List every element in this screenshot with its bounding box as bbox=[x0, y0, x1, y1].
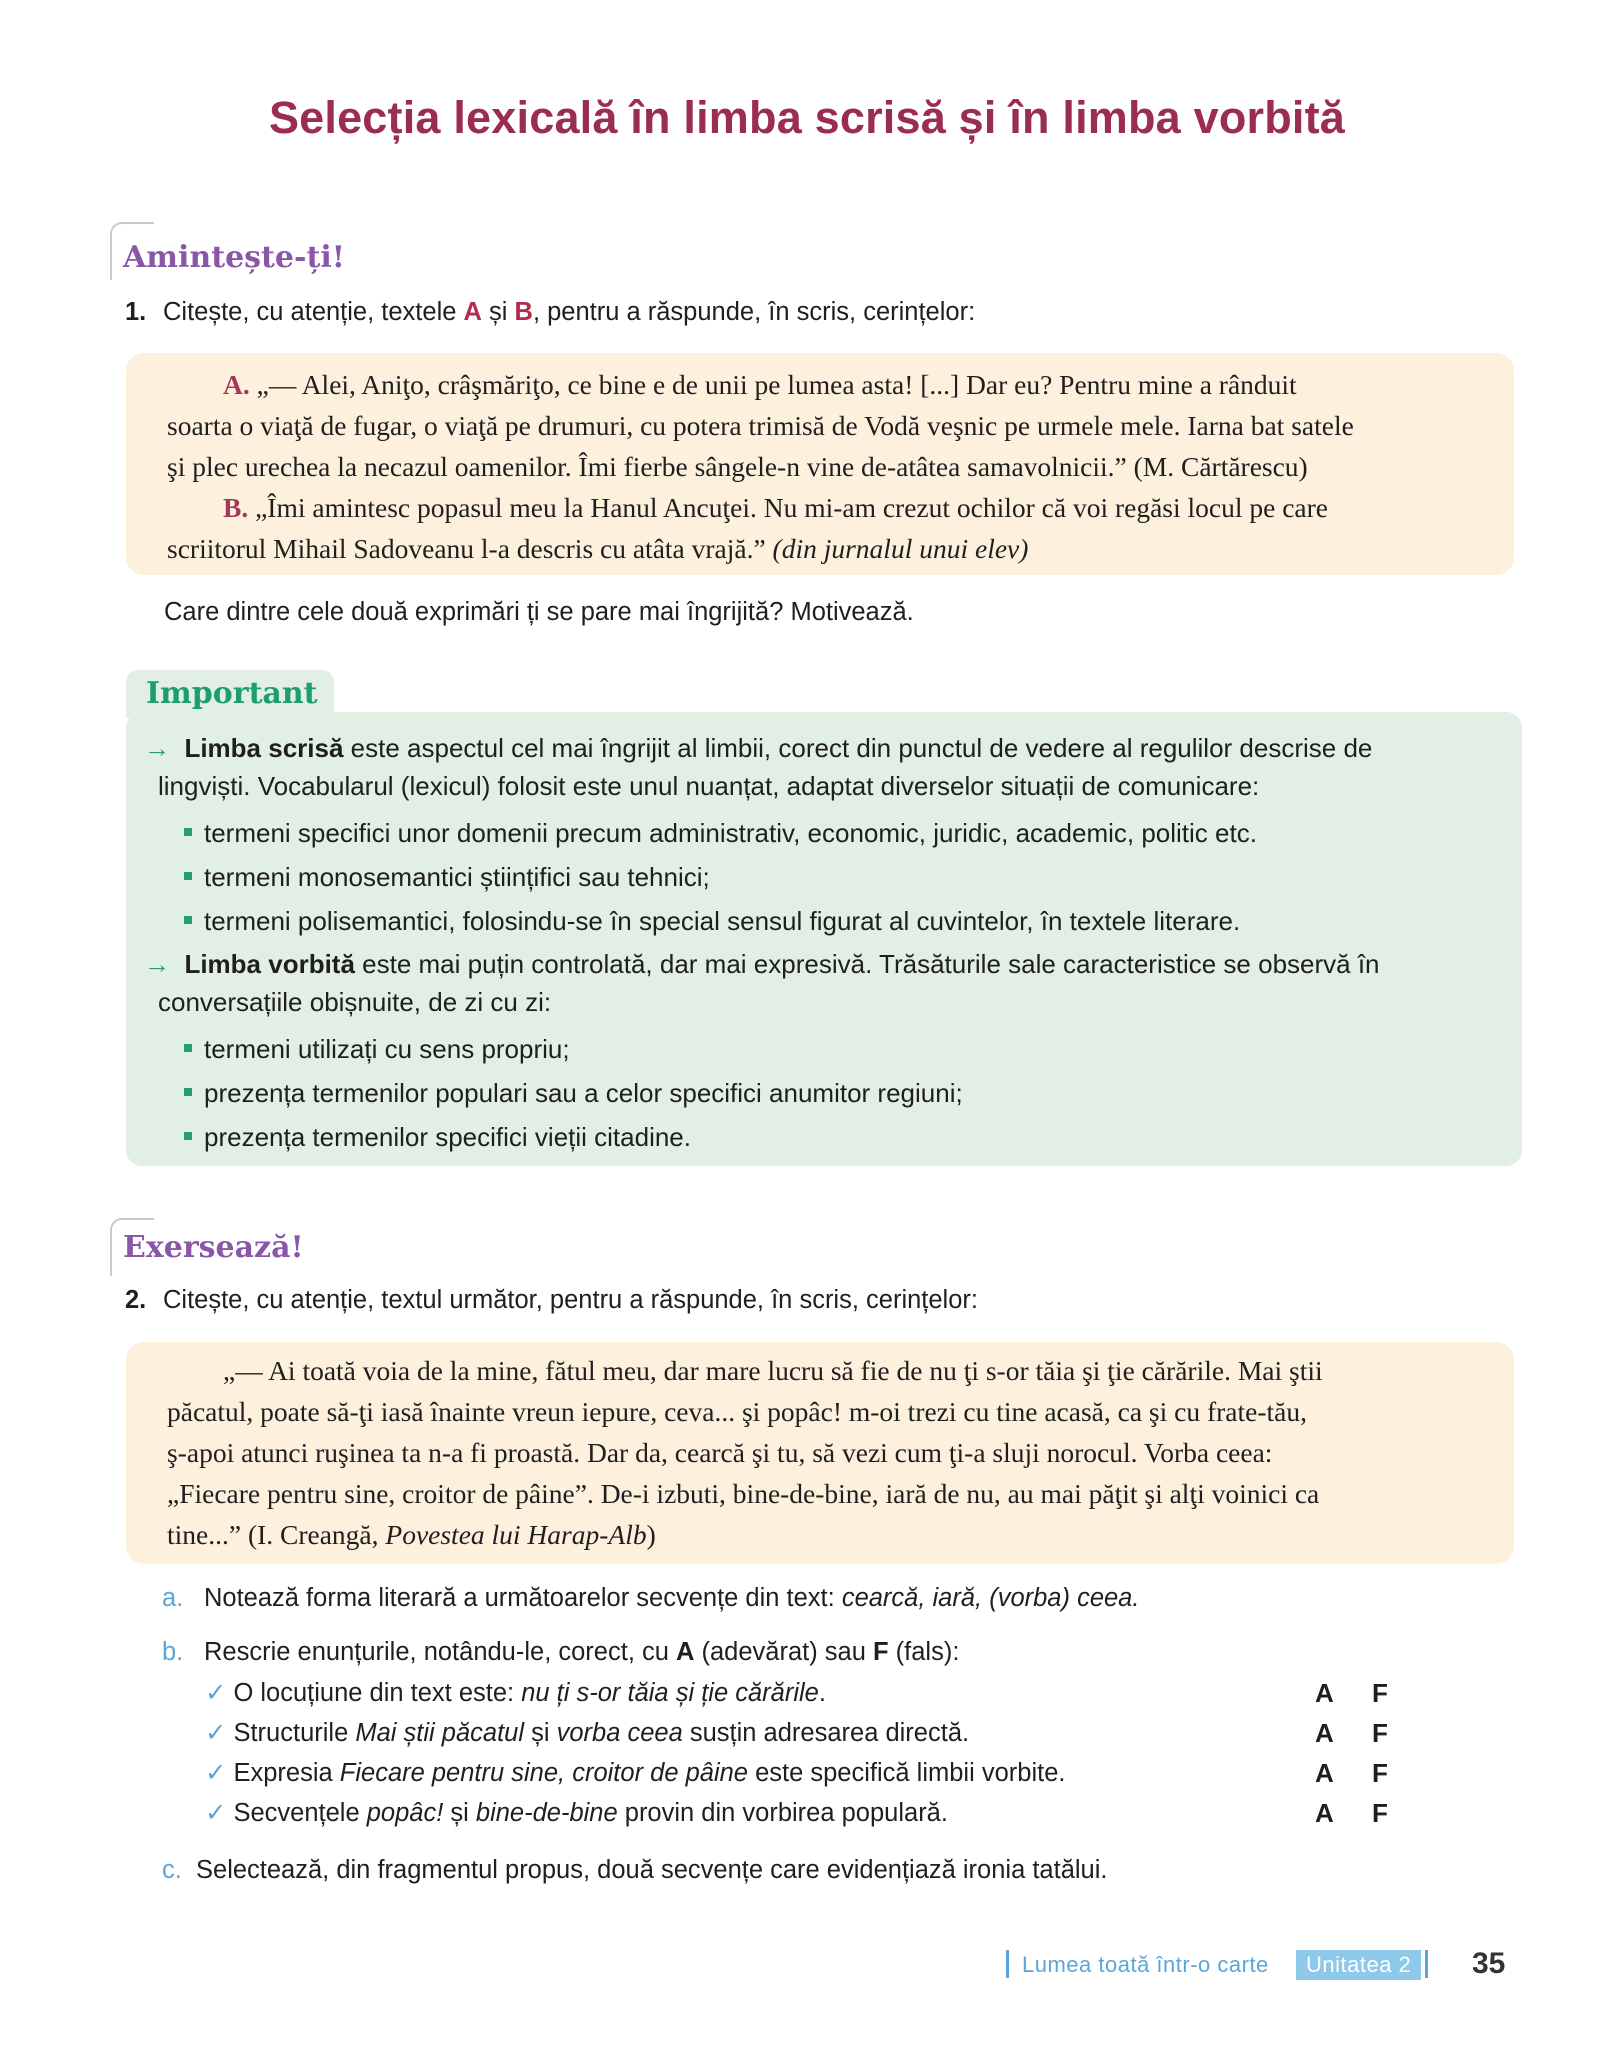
option-f[interactable]: F bbox=[1372, 1718, 1388, 1748]
check-icon: ✓ bbox=[205, 1679, 227, 1707]
page-title: Selecția lexicală în limba scrisă și în limba vorbită bbox=[268, 92, 1346, 143]
list-item: termeni specifici unor domenii precum administrativ, economic, juridic, academic, politic etc. bbox=[184, 811, 1504, 855]
list-item: termeni utilizați cu sens propriu; bbox=[184, 1027, 1504, 1071]
bullet-icon bbox=[184, 1088, 192, 1096]
option-a[interactable]: A bbox=[1315, 1678, 1334, 1708]
option-a[interactable]: A bbox=[1315, 1758, 1334, 1788]
quote-content: „— Ai toată voia de la mine, fătul meu, dar mare lucru să fie de nu ţi s-or tăia şi ţie cărările. Mai ştii păcatul, poate să-ţi iasă înainte vreun iepure, ceva... şi popâc! m-oi trezi cu tine acasă, ca şi cu frate-tău, ş-apoi atunci ruşinea ta n-a fi proastă. Dar da, cearcă şi tu, să vezi cum ţi-a sluji norocul. Vorba ceea: „Fiecare pentru sine, croitor de pâine”. De-i izbuti, bine-de-bine, iară de nu, au mai păţit şi alţi voinici ca tine...” (I. Creangă, Povestea lui Harap-Alb) bbox=[167, 1355, 1323, 1550]
list-item: termeni polisemantici, folosindu-se în special sensul figurat al cuvintelor, în textele literare. bbox=[184, 899, 1504, 943]
bullet-icon bbox=[184, 872, 192, 880]
task-a: a. Notează forma literară a următoarelor secvențe din text: cearcă, iară, (vorba) ceea. bbox=[162, 1584, 1140, 1612]
question-number: 1. bbox=[125, 298, 147, 326]
check-icon: ✓ bbox=[205, 1799, 227, 1827]
question-2: 2. Citește, cu atenție, textul următor, pentru a răspunde, în scris, cerințelor: bbox=[125, 1286, 978, 1314]
option-a[interactable]: A bbox=[1315, 1798, 1334, 1828]
option-f[interactable]: F bbox=[1372, 1758, 1388, 1788]
footer-divider bbox=[1006, 1950, 1009, 1978]
question-1-prompt: Care dintre cele două exprimări ți se pare mai îngrijită? Motivează. bbox=[164, 598, 914, 626]
question-1: 1. Citește, cu atenție, textele A și B, pentru a răspunde, în scris, cerințelor: bbox=[125, 298, 976, 326]
important-content: → Limba scrisă este aspectul cel mai îngrijit al limbii, corect din punctul de vedere al regulilor descrise de lingviști. Vocabularul (lexicul) folosit este unul nuanțat, adaptat diverselor situații de comunicare: termeni specifici unor domenii precum administrativ, economic, juridic, academic, politic etc. termeni monosemantici științifici sau tehnici; termeni polisemantici, folosindu-se în special sensul figurat al cuvintelor, în textele literare. → Limba vorbită este mai puțin controlată, dar mai expresivă. Trăsăturile sale caracteristice se observă în conversațiile obișnuite, de zi cu zi: termeni utilizați cu sens propriu; prezența termenilor populari sau a celor specifici anumitor regiuni; prezența termenilor specifici vieții citadine. bbox=[144, 729, 1504, 1159]
bullet-icon bbox=[184, 916, 192, 924]
arrow-icon: → bbox=[144, 733, 170, 763]
footer-book-title: Lumea toată într-o carte bbox=[1022, 1952, 1269, 1977]
bullet-icon bbox=[184, 828, 192, 836]
statement-4: ✓ Secvențele popâc! și bine-de-bine provin din vorbirea populară. bbox=[205, 1799, 948, 1827]
footer-unit-badge: Unitatea 2 bbox=[1296, 1950, 1421, 1980]
texts-content: A. „— Alei, Aniţo, crâşmăriţo, ce bine e de unii pe lumea asta! [...] Dar eu? Pentru mine a rânduit soarta o viaţă de fugar, o viaţă pe drumuri, cu potera trimisă de Vodă veşnic pe urmele mele. Iarna bat satele şi plec urechea la necazul oamenilor. Îmi fierbe sângele-n vine de-atâtea samavolnicii.” (M. Cărtărescu) B. „Îmi amintesc popasul meu la Hanul Ancuţei. Nu mi-am crezut ochilor că voi regăsi locul pe care scriitorul Mihail Sadoveanu l-a descris cu atâta vrajă.” (din jurnalul unui elev) bbox=[167, 369, 1354, 564]
important-heading: Important bbox=[146, 676, 318, 711]
section-heading-exercise: Exersează! bbox=[123, 1230, 304, 1265]
bullet-icon bbox=[184, 1044, 192, 1052]
question-number: 2. bbox=[125, 1286, 147, 1314]
check-icon: ✓ bbox=[205, 1719, 227, 1747]
list-item: termeni monosemantici științifici sau tehnici; bbox=[184, 855, 1504, 899]
option-f[interactable]: F bbox=[1372, 1798, 1388, 1828]
statement-1: ✓ O locuțiune din text este: nu ți s-or tăia și ție cărările. bbox=[205, 1679, 826, 1707]
footer-divider bbox=[1425, 1950, 1428, 1978]
statement-3: ✓ Expresia Fiecare pentru sine, croitor de pâine este specifică limbii vorbite. bbox=[205, 1759, 1066, 1787]
bullet-icon bbox=[184, 1132, 192, 1140]
option-a[interactable]: A bbox=[1315, 1718, 1334, 1748]
arrow-icon: → bbox=[144, 949, 170, 979]
task-c: c. Selectează, din fragmentul propus, două secvențe care evidențiază ironia tatălui. bbox=[162, 1856, 1108, 1884]
option-f[interactable]: F bbox=[1372, 1678, 1388, 1708]
check-icon: ✓ bbox=[205, 1759, 227, 1787]
section-heading-remember: Amintește-ți! bbox=[123, 240, 345, 275]
statement-2: ✓ Structurile Mai știi păcatul și vorba ceea susțin adresarea directă. bbox=[205, 1719, 970, 1747]
task-b: b. Rescrie enunțurile, notându-le, corect, cu A (adevărat) sau F (fals): bbox=[162, 1638, 960, 1666]
page-number: 35 bbox=[1472, 1947, 1506, 1980]
list-item: prezența termenilor populari sau a celor specifici anumitor regiuni; bbox=[184, 1071, 1504, 1115]
list-item: prezența termenilor specifici vieții citadine. bbox=[184, 1115, 1504, 1159]
